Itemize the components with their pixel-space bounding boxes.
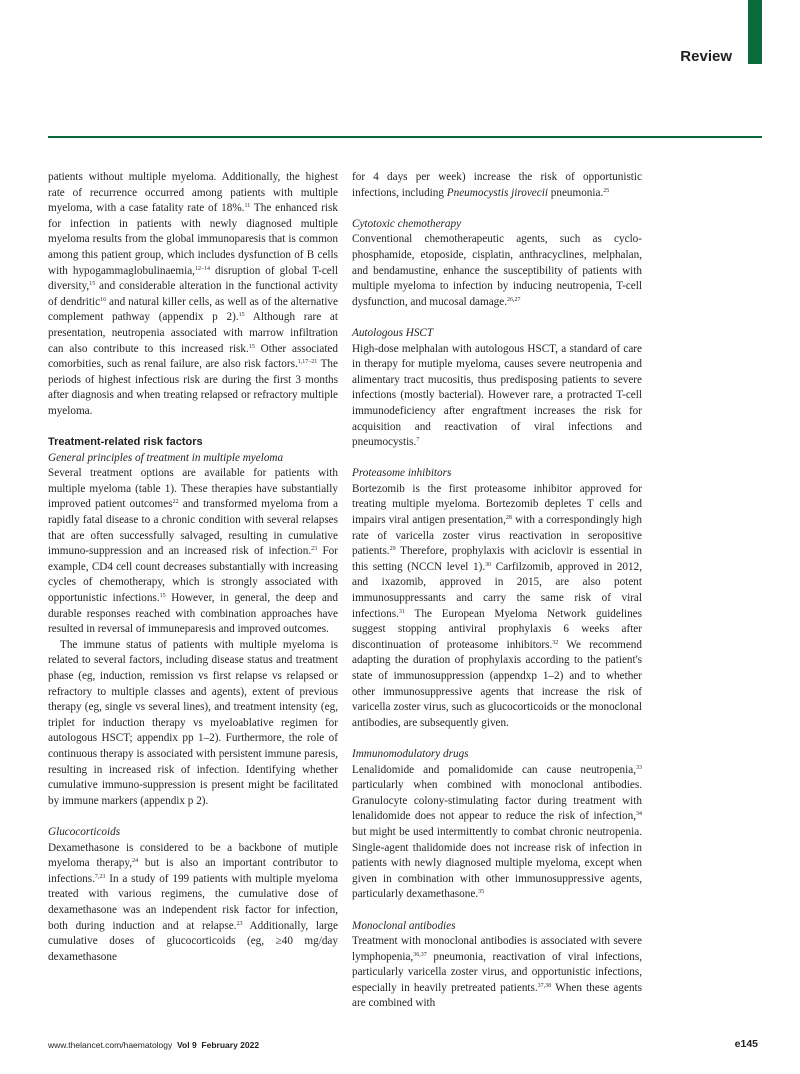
issue-date: February 2022 xyxy=(201,1040,260,1050)
page-number: e145 xyxy=(734,1038,758,1050)
reference[interactable]: 1,17–21 xyxy=(297,359,318,366)
subsection-heading: Proteasome inhibitors xyxy=(352,467,452,480)
subsection-heading: Cytotoxic chemotherapy xyxy=(352,217,462,230)
reference[interactable]: 25 xyxy=(603,187,610,194)
paragraph: Lenalidomide and pomalidomide can cause neutropenia,$^{33}$ particularly when combined with monoclonal antibodies. Granulocyte colony-stimulating factor during treatment with lenalidomide does not appear to reduce the risk of infection,$^{34}$ but might be used intermittently to combat chronic neutropenia. Single-agent thalidomide does not increase risk of infection in patients with newly diagnosed multiple myeloma, except when given in combination with other immunosuppressive agents, particularly dexamethasone.$^{35}$ xyxy=(352,763,642,901)
reference[interactable]: 23 xyxy=(311,546,318,553)
reference[interactable]: 15 xyxy=(248,343,255,350)
header-rule xyxy=(48,136,762,138)
paragraph: Dexamethasone is considered to be a backbone of mutiple myeloma therapy,$^{24}$ but is also an important contributor to infections.$^{7,23}$ In a study of 199 patients with multiple myeloma treated with various regimens, the cumulative dose of dexamethasone was an independent risk factor for infection, both during induction and at relapse.$^{23}$ Additionally, large cumulative doses of glucocorticoids (eg, ≥40 mg/day dexamethasone xyxy=(48,841,338,963)
reference[interactable]: 30 xyxy=(485,561,492,568)
section-heading: Treatment-related risk factors xyxy=(48,436,203,449)
reference[interactable]: 22 xyxy=(172,499,179,506)
reference[interactable]: 28 xyxy=(505,515,512,522)
paragraph: The immune status of patients with multiple myeloma is related to several factors, including disease status and treatment phase (eg, induction, remission vs first relapse vs relapsed or refractory to multiple classes and agents), extent of previous therapy (eg, single vs several lines), and treatment intensity (eg, triplet for induction therapy vs myeloablative regimen for autologous HSCT; appendix pp 1–2). Furthermore, the role of continuous therapy is associated with persistent immune paresis, resulting in increased risk of infection. Identifying whether cumulative immuno-suppression is present might be facilitated by immune markers (appendix p 2). xyxy=(48,638,338,807)
reference[interactable]: 12–14 xyxy=(194,265,210,272)
subsection-heading: Immunomodulatory drugs xyxy=(352,747,469,760)
reference[interactable]: 24 xyxy=(132,858,139,865)
section-label: Review xyxy=(680,48,732,65)
subsection-heading: Monoclonal antibodies xyxy=(352,919,456,932)
reference[interactable]: 26,27 xyxy=(507,296,521,303)
subsection-heading: General principles of treatment in multiple myeloma xyxy=(48,451,284,464)
paragraph: High-dose melphalan with autologous HSCT, a standard of care in therapy for mutiple myeloma, causes severe neutropenia and alimentary tract mucositis, thus predisposing patients to severe infections (mostly bacterial). However rare, a protracted T-cell immunodeficiency after engraftment increases the risk for acquisition and reactivation of viral infections and pneumocystis.$^7$ xyxy=(352,342,642,449)
reference[interactable]: 11 xyxy=(244,203,251,210)
subsection-heading: Glucocorticoids xyxy=(48,825,121,838)
reference[interactable]: 16 xyxy=(100,296,107,303)
reference[interactable]: 23 xyxy=(236,920,243,927)
section-color-tab xyxy=(748,0,762,64)
reference[interactable]: 15 xyxy=(89,281,96,288)
reference[interactable]: 35 xyxy=(478,889,485,896)
reference[interactable]: 34 xyxy=(636,811,642,818)
paragraph: Bortezomib is the first proteasome inhibitor approved for treating multiple myeloma. Bortezomib depletes T cells and impairs viral antigen presentation,$^{28}$ with a correspondingly high rate of varicella zoster virus reactivation in seropositive patients.$^{29}$ Therefore, prophylaxis with aciclovir is essential in this setting (NCCN level 1).$^{30}$ Carfilzomib, approved in 2012, and ixazomib, approved in 2015, are also potent immunosuppressants and carry the same risk of viral infections.$^{31}$ The European Myeloma Network guidelines suggest stopping antiviral prophylaxis 6 weeks after discontinuation of proteasome inhibitors.$^{32}$ We recommend adapting the duration of prophylaxis according to the patient's state of immunosuppression (appendxp 1–2) and to whether other immunosuppressive agents that increase the risk of varicella zoster virus, such as glucocorticoids or the monoclonal antibodies, are subsequently given. xyxy=(352,482,642,729)
left-column xyxy=(48,170,338,965)
reference[interactable]: 37,38 xyxy=(537,982,552,989)
reference[interactable]: 15 xyxy=(159,593,166,600)
paragraph: patients without multiple myeloma. Additionally, the highest rate of recurrence occurred among patients with multiple myeloma, with a case fatality rate of 18%.$^{11}$ The enhanced risk for infection in patients with newly diagnosed multiple myeloma results from the global immunoparesis that is common among this patient group, which includes dysfunction of B cells with hypogammaglobulinaemia,$^{12-14}$ disruption of global T-cell diversity,$^{15}$ and considerable alteration in the functional activity of dendritic$^{16}$ and natural killer cells, as well as of the alternative complement pathway (appendix p 2).$^{15}$ Although rare at presentation, neutropenia associated with marrow infiltration can also contribute to this increased risk.$^{15}$ Other associated comorbities, such as renal failure, are also risk factors.$^{1,17-21}$ The periods of highest infectious risk are during the first 3 months after diagnosis and when treating relapsed or refractory multiple myeloma. xyxy=(48,171,338,417)
reference[interactable]: 36,37 xyxy=(413,951,427,958)
paragraph: Treatment with monoclonal antibodies is associated with severe lymphopenia,$^{36,37}$ pneumonia, reactivation of viral infections, particularly varicella zoster virus, and opportunistic infections, especially in heavily pretreated patients.$^{37,38}$ When these agents are combined with xyxy=(352,935,642,1010)
paragraph: for 4 days per week) increase the risk of opportunistic infections, including Pneumocystis jirovecii pneumonia.$^{25}$ xyxy=(352,171,642,199)
subsection-heading: Autologous HSCT xyxy=(352,326,434,339)
reference[interactable]: 32 xyxy=(552,639,559,646)
paragraph: Conventional chemotherapeutic agents, such as cyclo-phosphamide, etoposide, cisplatin, anthracyclines, melphalan, and bendamustine, enhance the susceptibility of patients with multiple myeloma to infection by inducing neutropenia, T-cell dysfunction, and mucosal damage.$^{26,27}$ xyxy=(352,233,642,308)
reference[interactable]: 7 xyxy=(416,437,420,444)
reference[interactable]: 29 xyxy=(389,546,396,553)
footer-citation xyxy=(48,1040,259,1050)
volume: Vol 9 xyxy=(177,1040,197,1050)
reference[interactable]: 33 xyxy=(636,764,642,771)
paragraph: Several treatment options are available for patients with multiple myeloma (table 1). These therapies have substantially improved patient outcomes$^{22}$ and transformed myeloma from a rapidly fatal disease to a chronic condition with several relapses that are often successfully salvaged, resulting in cumulative immuno-suppression and an increased risk of infection.$^{23}$ For example, CD4 cell count decreases substantially with increasing cycles of chemotherapy, which is strongly associated with opportunistic infections.$^{15}$ However, in general, the deep and durable responses reached with combination approaches have resulted in reversal of immuneparesis and improved outcomes. xyxy=(48,467,338,636)
reference[interactable]: 7,23 xyxy=(94,873,106,880)
journal-url[interactable]: www.thelancet.com/haematology xyxy=(48,1040,173,1050)
reference[interactable]: 31 xyxy=(398,608,405,615)
reference[interactable]: 15 xyxy=(238,312,245,319)
right-column xyxy=(352,170,642,1012)
